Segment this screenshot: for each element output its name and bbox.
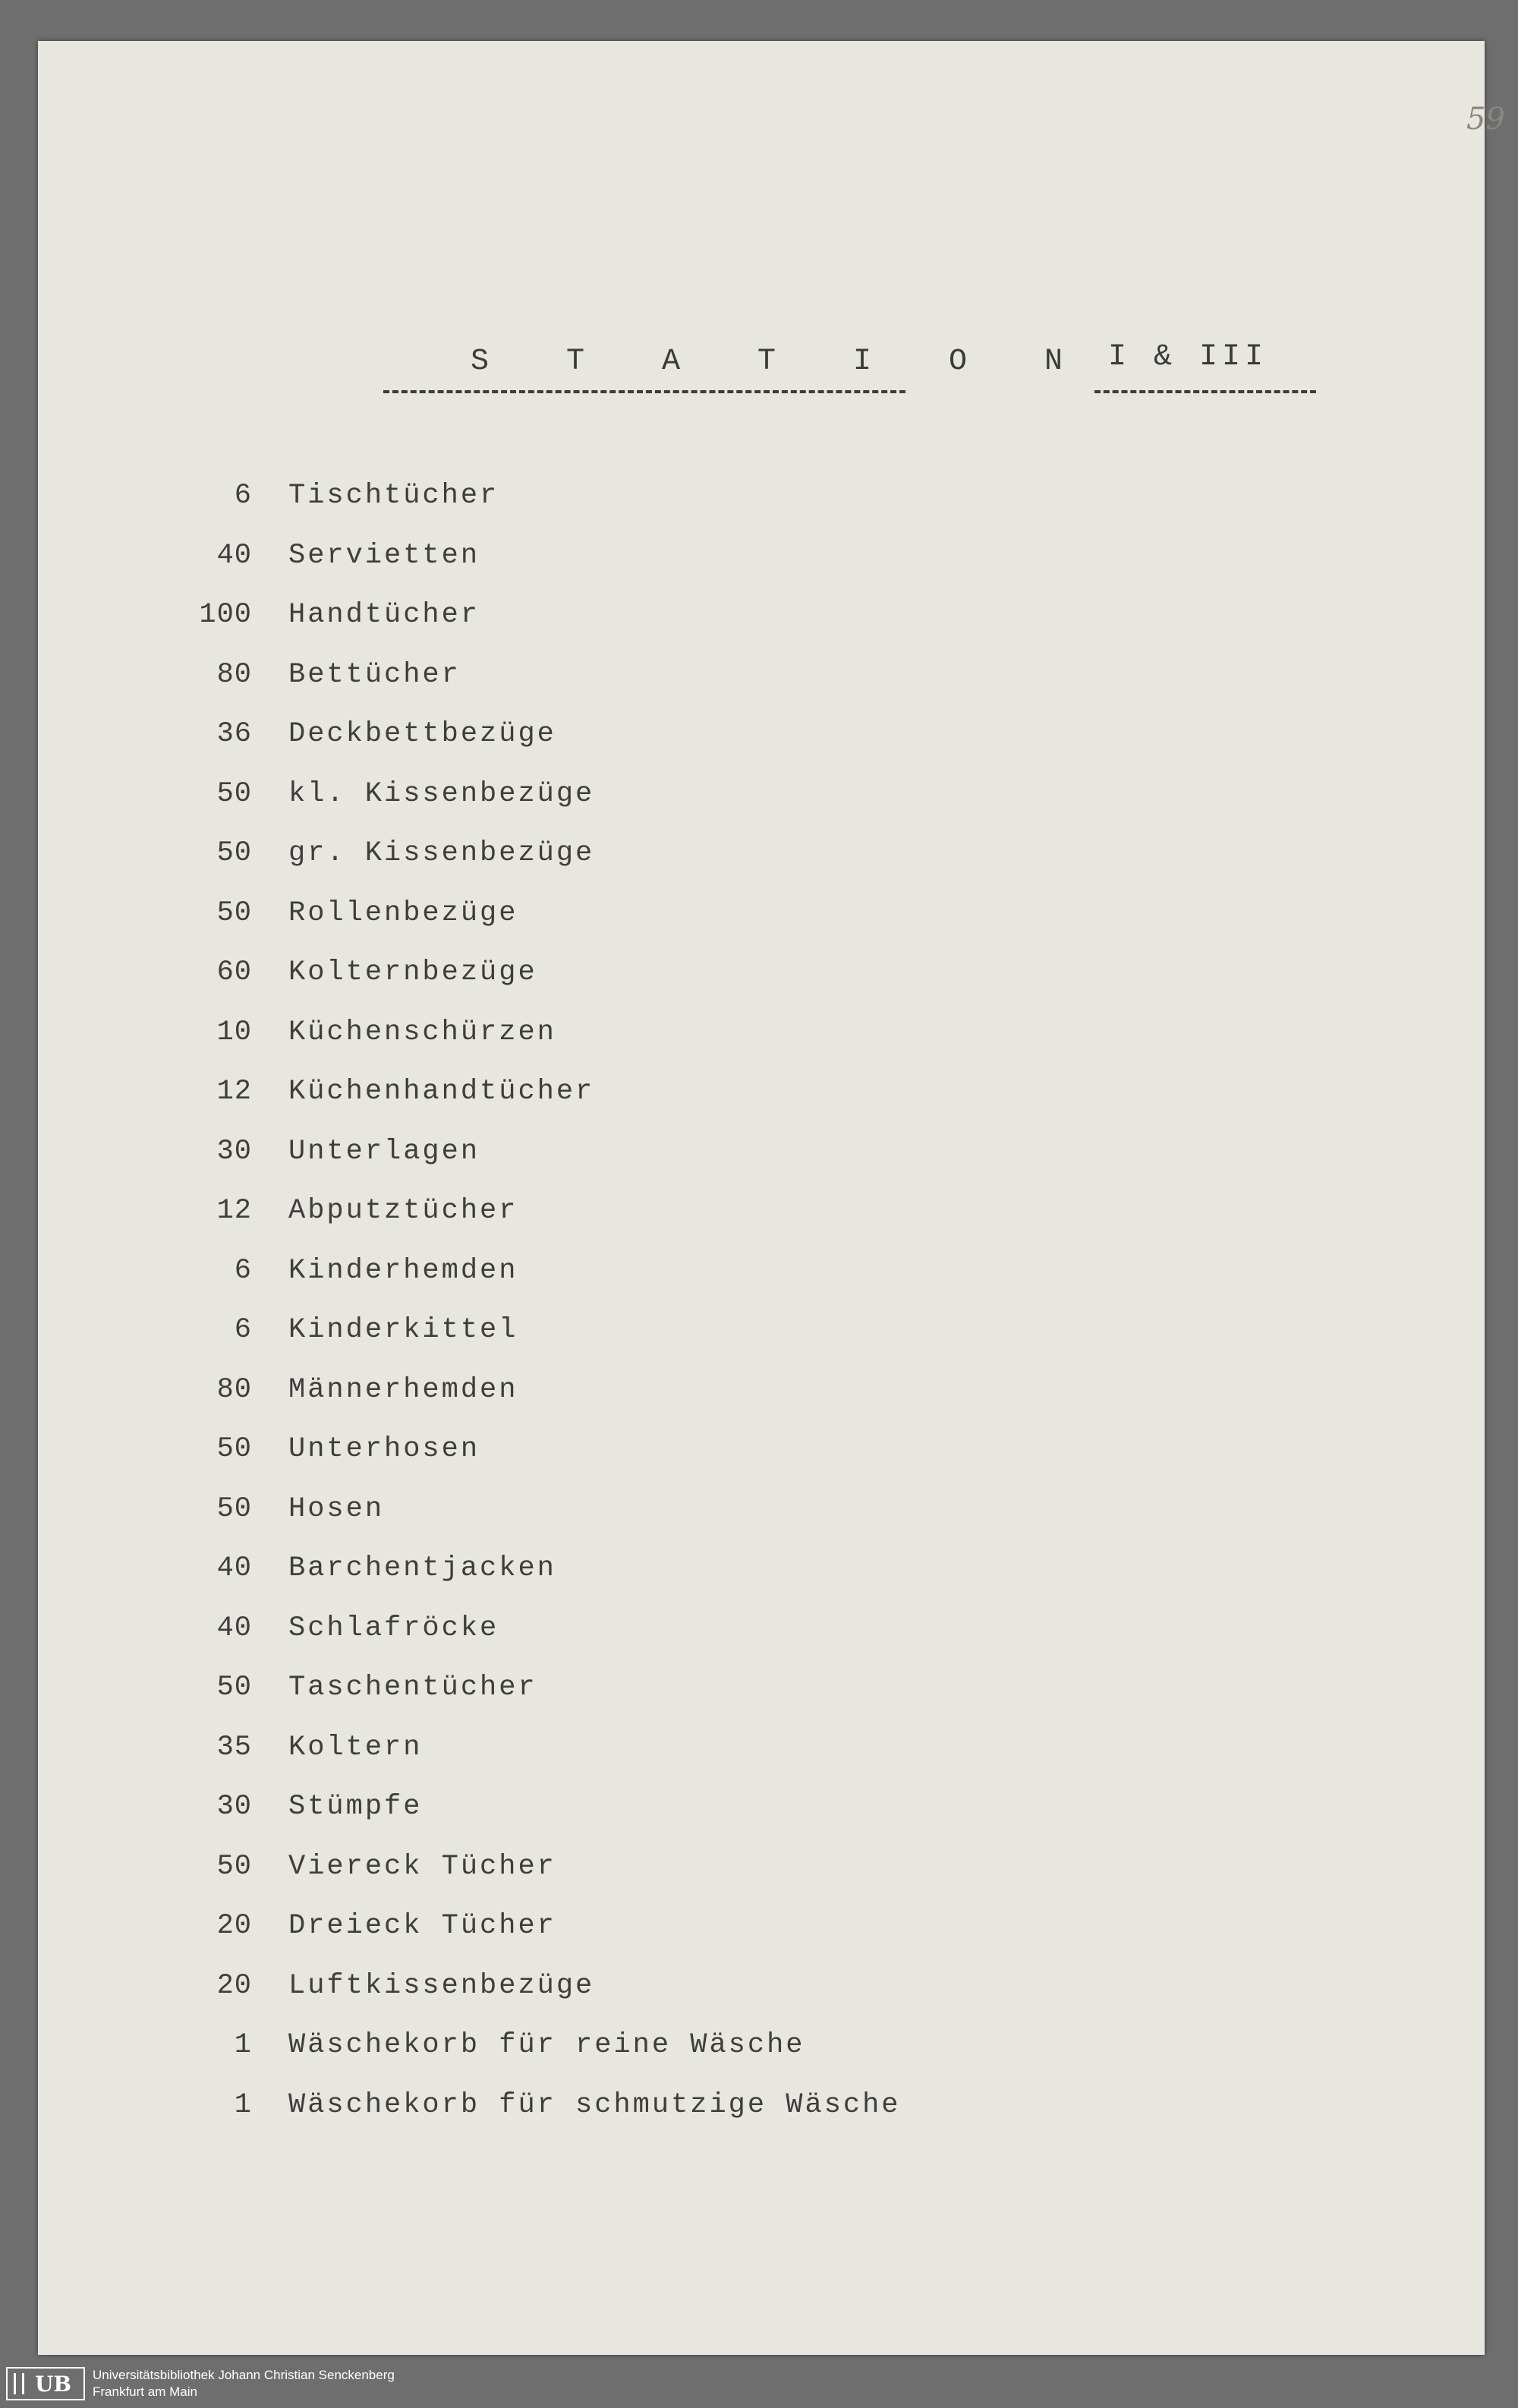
item-name: Deckbettbezüge — [288, 718, 556, 751]
list-item — [182, 704, 901, 764]
list-item — [182, 884, 901, 944]
list-item — [182, 1718, 901, 1778]
list-item — [182, 1956, 901, 2016]
item-name: Wäschekorb für reine Wäsche — [288, 2029, 805, 2062]
item-name: Kinderhemden — [288, 1254, 518, 1287]
item-name: Kinderkittel — [288, 1314, 518, 1347]
item-name: Schlafröcke — [288, 1612, 499, 1644]
list-item — [182, 1122, 901, 1182]
item-quantity: 50 — [216, 1672, 252, 1704]
item-name: Küchenschürzen — [288, 1016, 556, 1048]
item-quantity: 6 — [234, 1314, 252, 1347]
item-quantity: 40 — [216, 539, 252, 572]
list-item — [182, 2075, 901, 2135]
item-name: Taschentücher — [288, 1672, 537, 1704]
item-quantity: 6 — [234, 480, 252, 512]
list-item — [182, 1896, 901, 1956]
list-item — [182, 1599, 901, 1659]
list-item — [182, 1241, 901, 1301]
subtitle-underline — [1094, 390, 1316, 393]
list-item — [182, 645, 901, 705]
document-sheet — [38, 41, 1505, 2355]
item-name: Bettücher — [288, 658, 461, 691]
item-quantity: 20 — [216, 1910, 252, 1943]
item-name: Abputztücher — [288, 1195, 518, 1228]
title-underline — [383, 390, 905, 393]
item-quantity: 1 — [234, 2029, 252, 2062]
item-name: Rollenbezüge — [288, 897, 518, 929]
item-quantity: 80 — [216, 658, 252, 691]
item-quantity: 40 — [216, 1552, 252, 1585]
list-item — [182, 943, 901, 1003]
item-quantity: 10 — [216, 1016, 252, 1048]
item-name: gr. Kissenbezüge — [288, 837, 595, 870]
item-name: Viereck Tücher — [288, 1850, 556, 1883]
item-quantity: 50 — [216, 897, 252, 929]
list-item — [182, 1062, 901, 1122]
footer-bar — [0, 2359, 1518, 2408]
list-item — [182, 466, 901, 526]
item-name: kl. Kissenbezüge — [288, 777, 595, 810]
item-quantity: 1 — [234, 2088, 252, 2121]
item-name: Stümpfe — [288, 1791, 423, 1823]
item-quantity: 36 — [216, 718, 252, 751]
list-item — [182, 2016, 901, 2075]
item-name: Hosen — [288, 1492, 385, 1525]
item-name: Tischtücher — [288, 480, 499, 512]
item-quantity: 50 — [216, 1492, 252, 1525]
item-name: Servietten — [288, 539, 480, 572]
item-name: Küchenhandtücher — [288, 1076, 595, 1108]
item-quantity: 60 — [216, 957, 252, 989]
item-name: Dreieck Tücher — [288, 1910, 556, 1943]
item-quantity: 6 — [234, 1254, 252, 1287]
list-item — [182, 1480, 901, 1540]
item-quantity: 100 — [199, 599, 252, 632]
item-name: Kolternbezüge — [288, 957, 537, 989]
item-quantity: 50 — [216, 837, 252, 870]
page-subtitle: I & III — [1108, 340, 1268, 374]
item-quantity: 20 — [216, 1969, 252, 2002]
page-title: S T A T I O N — [471, 345, 1093, 379]
institution-name — [93, 2367, 395, 2400]
item-name: Männerhemden — [288, 1373, 518, 1406]
list-item — [182, 764, 901, 824]
item-quantity: 30 — [216, 1791, 252, 1823]
item-name: Barchentjacken — [288, 1552, 556, 1585]
list-item — [182, 824, 901, 884]
list-item — [182, 1837, 901, 1897]
institution-line-2: Frankfurt am Main — [93, 2384, 197, 2399]
item-quantity: 50 — [216, 1850, 252, 1883]
item-name: Koltern — [288, 1731, 423, 1763]
item-quantity: 80 — [216, 1373, 252, 1406]
item-quantity: 50 — [216, 1433, 252, 1466]
list-item — [182, 1777, 901, 1837]
list-item — [182, 585, 901, 645]
item-name: Unterhosen — [288, 1433, 480, 1466]
institution-line-1: Universitätsbibliothek Johann Christian Senckenberg — [93, 2368, 395, 2382]
page-number: 59 — [1466, 102, 1505, 137]
item-quantity: 12 — [216, 1076, 252, 1108]
item-quantity: 40 — [216, 1612, 252, 1644]
list-item — [182, 1658, 901, 1718]
item-name: Unterlagen — [288, 1135, 480, 1168]
list-item — [182, 1539, 901, 1599]
list-item — [182, 1003, 901, 1063]
logo-text: UB — [34, 2371, 72, 2397]
inventory-list — [182, 466, 901, 2135]
library-logo — [6, 2367, 85, 2400]
logo-mark-icon — [14, 2373, 24, 2394]
list-item — [182, 1420, 901, 1480]
list-item — [182, 1181, 901, 1241]
item-name: Luftkissenbezüge — [288, 1969, 595, 2002]
item-name: Wäschekorb für schmutzige Wäsche — [288, 2088, 901, 2121]
item-quantity: 12 — [216, 1195, 252, 1228]
item-quantity: 35 — [216, 1731, 252, 1763]
item-quantity: 30 — [216, 1135, 252, 1168]
list-item — [182, 1360, 901, 1420]
list-item — [182, 1300, 901, 1360]
item-name: Handtücher — [288, 599, 480, 632]
list-item — [182, 526, 901, 586]
item-quantity: 50 — [216, 777, 252, 810]
